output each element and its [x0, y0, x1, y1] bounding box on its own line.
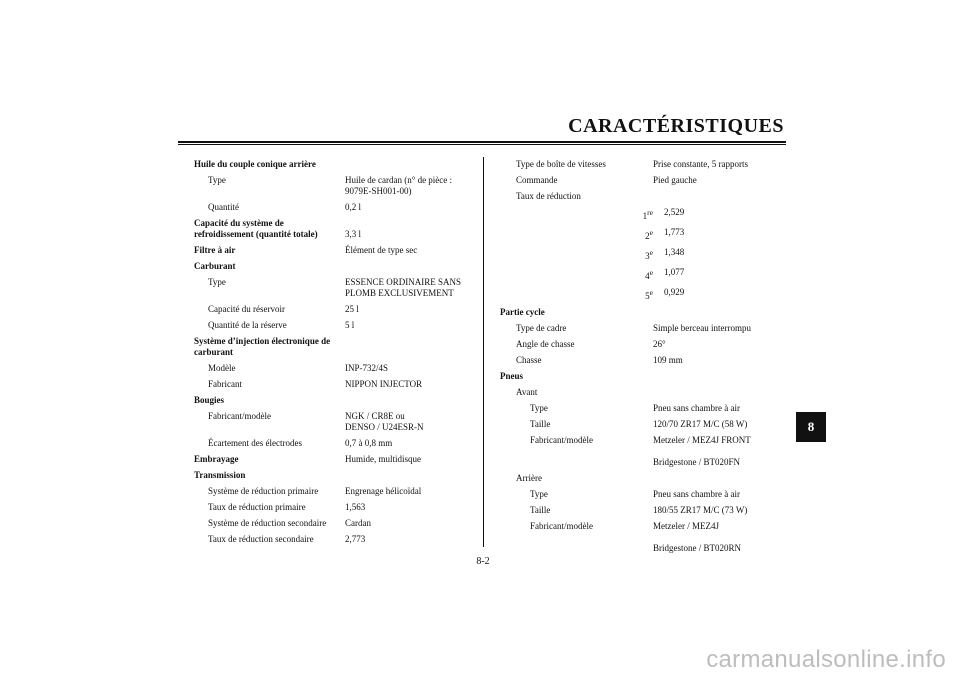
- spec-value: [345, 175, 479, 197]
- spec-value-line: 1,563: [345, 502, 366, 512]
- spec-value: [345, 379, 479, 390]
- spec-value-line: [653, 446, 780, 457]
- spec-label: Fabricant/modèle: [208, 411, 271, 421]
- spec-value-line: 26°: [653, 339, 666, 349]
- gear-ordinal-suffix: re: [647, 208, 653, 217]
- spec-value-line: NGK / CR8E ou: [345, 411, 405, 421]
- spec-row: [500, 505, 780, 516]
- spec-value-line: Metzeler / MEZ4J: [653, 521, 719, 531]
- spec-value-line: Cardan: [345, 518, 371, 528]
- spec-row: [194, 175, 479, 197]
- spec-value-line: Engrenage hélicoïdal: [345, 486, 422, 496]
- spec-row: [500, 489, 780, 500]
- spec-value: [653, 387, 780, 398]
- page-number: 8-2: [476, 556, 490, 567]
- spec-row: [194, 438, 479, 449]
- spec-label: Fabricant: [208, 379, 242, 389]
- spec-row: [500, 227, 780, 242]
- spec-label: Fabricant/modèle: [530, 521, 593, 531]
- spec-value: [345, 518, 479, 529]
- spec-value-line: Bridgestone / BT020FN: [653, 457, 740, 467]
- spec-value: [653, 191, 780, 202]
- spec-label: Taille: [530, 505, 551, 515]
- spec-value: [345, 486, 479, 497]
- spec-value-line: 1,773: [664, 227, 685, 237]
- spec-value: [653, 473, 780, 484]
- spec-label: Quantité de la réserve: [208, 320, 287, 330]
- spec-label: Modèle: [208, 363, 236, 373]
- spec-value-line: 180/55 ZR17 M/C (73 W): [653, 505, 748, 515]
- spec-row: [194, 502, 479, 513]
- header-rule-thin: [178, 144, 786, 145]
- spec-label: Taux de réduction primaire: [208, 502, 306, 512]
- header-rule: [178, 141, 786, 143]
- spec-value: [345, 159, 479, 170]
- spec-value-line: 0,7 à 0,8 mm: [345, 438, 393, 448]
- spec-value-line: 109 mm: [653, 355, 683, 365]
- gear-number: 4: [645, 271, 650, 281]
- spec-value: [345, 411, 479, 433]
- spec-heading: Capacité du système de refroidissement (quantité totale): [194, 218, 318, 239]
- spec-column-right: [500, 159, 780, 559]
- spec-row: [194, 202, 479, 213]
- spec-value-line: Bridgestone / BT020RN: [653, 543, 741, 553]
- spec-value: [664, 287, 780, 302]
- spec-row: [194, 159, 479, 170]
- spec-row: [194, 277, 479, 299]
- spec-value: [345, 438, 479, 449]
- spec-value-line: NIPPON INJECTOR: [345, 379, 423, 389]
- spec-value: [653, 435, 780, 468]
- spec-row: [500, 323, 780, 334]
- spec-value: [653, 323, 780, 334]
- gear-number: 1: [642, 211, 648, 221]
- spec-row: [194, 379, 479, 390]
- spec-value-line: ESSENCE ORDINAIRE SANS: [345, 277, 462, 287]
- spec-row: [194, 245, 479, 256]
- spec-heading: Bougies: [194, 395, 225, 405]
- spec-label: Commande: [516, 175, 558, 185]
- column-divider: [483, 157, 484, 547]
- spec-value-line: PLOMB EXCLUSIVEMENT: [345, 288, 454, 298]
- spec-row: [194, 218, 479, 240]
- spec-label: Type de boîte de vitesses: [516, 159, 606, 169]
- spec-heading: Embrayage: [194, 454, 239, 464]
- spec-value-line: Simple berceau interrompu: [653, 323, 751, 333]
- gear-number: 2: [645, 231, 650, 241]
- spec-value: [664, 227, 780, 242]
- spec-row: [500, 355, 780, 366]
- spec-value-line: 1,348: [664, 247, 685, 257]
- spec-row: [500, 371, 780, 382]
- spec-value-line: INP-732/4S: [345, 363, 389, 373]
- spec-value: [345, 502, 479, 513]
- spec-value: [653, 521, 780, 554]
- spec-label: Fabricant/modèle: [530, 435, 593, 445]
- spec-value-line: 1,077: [664, 267, 685, 277]
- spec-label: Taille: [530, 419, 551, 429]
- spec-row: [194, 395, 479, 406]
- spec-value: [653, 355, 780, 366]
- gear-ordinal-suffix: e: [649, 288, 653, 297]
- gear-label: [500, 227, 664, 242]
- spec-label: Écartement des électrodes: [208, 438, 302, 448]
- spec-value: [345, 304, 479, 315]
- spec-value: [653, 403, 780, 414]
- spec-row: [194, 304, 479, 315]
- spec-label: Capacité du réservoir: [208, 304, 285, 314]
- spec-label: Type: [530, 489, 548, 499]
- spec-label: Avant: [516, 387, 538, 397]
- gear-ordinal-suffix: e: [649, 268, 653, 277]
- spec-value-line: DENSO / U24ESR-N: [345, 422, 424, 432]
- spec-row: [500, 473, 780, 484]
- spec-value: [653, 505, 780, 516]
- spec-row: [500, 339, 780, 350]
- spec-row: [500, 387, 780, 398]
- spec-row: [500, 403, 780, 414]
- spec-row: [500, 247, 780, 262]
- spec-row: [194, 261, 479, 272]
- spec-value: [345, 245, 479, 256]
- spec-value-line: Pneu sans chambre à air: [653, 489, 740, 499]
- spec-value: [653, 307, 780, 318]
- spec-value: [653, 419, 780, 430]
- spec-value: [345, 261, 479, 272]
- spec-heading: Partie cycle: [500, 307, 545, 317]
- spec-label: Chasse: [516, 355, 542, 365]
- gear-number: 3: [645, 251, 650, 261]
- spec-label: Type de cadre: [516, 323, 567, 333]
- spec-row: [194, 454, 479, 465]
- spec-value: [345, 320, 479, 331]
- spec-value-line: 9079E-SH001-00): [345, 186, 412, 196]
- spec-value-line: Élément de type sec: [345, 245, 418, 255]
- spec-value-line: 0,929: [664, 287, 685, 297]
- spec-value-line: Pneu sans chambre à air: [653, 403, 740, 413]
- gear-label: [500, 287, 664, 302]
- spec-label: Arrière: [516, 473, 542, 483]
- spec-value: [345, 395, 479, 406]
- spec-heading: Carburant: [194, 261, 236, 271]
- spec-label: Type: [208, 277, 226, 287]
- gear-label: [500, 247, 664, 262]
- page-title: CARACTÉRISTIQUES: [568, 115, 784, 137]
- spec-value: [345, 202, 479, 213]
- spec-row: [500, 267, 780, 282]
- spec-value-line: 0,2 l: [345, 202, 362, 212]
- gear-label: [500, 267, 664, 282]
- spec-value-line: 5 l: [345, 320, 355, 330]
- spec-label: Quantité: [208, 202, 239, 212]
- spec-label: Type: [208, 175, 226, 185]
- spec-heading: Transmission: [194, 470, 246, 480]
- spec-label: Système de réduction secondaire: [208, 518, 327, 528]
- spec-value: [653, 371, 780, 382]
- spec-value-line: Metzeler / MEZ4J FRONT: [653, 435, 751, 445]
- spec-value-line: Prise constante, 5 rapports: [653, 159, 748, 169]
- gear-label: [500, 207, 664, 222]
- spec-label: Type: [530, 403, 548, 413]
- spec-value-line: 120/70 ZR17 M/C (58 W): [653, 419, 748, 429]
- gear-ordinal-suffix: e: [649, 228, 653, 237]
- spec-value: [345, 470, 479, 481]
- spec-row: [194, 470, 479, 481]
- spec-value: [653, 175, 780, 186]
- spec-row: [194, 363, 479, 374]
- gear-number: 5: [645, 291, 650, 301]
- spec-value-line: Pied gauche: [653, 175, 697, 185]
- spec-heading: Filtre à air: [194, 245, 236, 255]
- chapter-tab: [796, 412, 826, 442]
- spec-value: [345, 534, 479, 545]
- spec-value: [345, 277, 479, 299]
- spec-row: [500, 307, 780, 318]
- spec-row: [500, 287, 780, 302]
- spec-heading: Huile du couple conique arrière: [194, 159, 316, 169]
- spec-row: [500, 175, 780, 186]
- gear-ordinal-suffix: e: [649, 248, 653, 257]
- spec-row: [194, 534, 479, 545]
- spec-value-line: Humide, multidisque: [345, 454, 421, 464]
- spec-value-line: 2,773: [345, 534, 366, 544]
- spec-row: [500, 419, 780, 430]
- spec-value-line: 2,529: [664, 207, 685, 217]
- chapter-tab-label: 8: [807, 419, 815, 434]
- spec-row: [194, 518, 479, 529]
- spec-value: [653, 489, 780, 500]
- spec-row: [194, 336, 479, 358]
- spec-row: [500, 521, 780, 554]
- spec-value: [345, 336, 479, 358]
- spec-heading: Système d’injection électronique de carburant: [194, 336, 331, 357]
- spec-value-line: Huile de cardan (n° de pièce :: [345, 175, 453, 185]
- spec-label: Angle de chasse: [516, 339, 575, 349]
- spec-row: [194, 320, 479, 331]
- spec-value: [345, 363, 479, 374]
- spec-value-line: [653, 532, 780, 543]
- spec-label: Taux de réduction secondaire: [208, 534, 314, 544]
- spec-value-line: 3,3 l: [345, 229, 362, 239]
- spec-label: Système de réduction primaire: [208, 486, 319, 496]
- spec-row: [500, 159, 780, 170]
- spec-value: [653, 159, 780, 170]
- spec-value: [664, 247, 780, 262]
- spec-row: [500, 191, 780, 202]
- spec-label: Taux de réduction: [516, 191, 581, 201]
- spec-column-left: [194, 159, 479, 550]
- spec-heading: Pneus: [500, 371, 524, 381]
- spec-value: [664, 267, 780, 282]
- spec-row: [194, 486, 479, 497]
- spec-row: [500, 207, 780, 222]
- spec-row: [194, 411, 479, 433]
- watermark: carmanualsonline.info: [706, 646, 946, 673]
- spec-value-line: 25 l: [345, 304, 359, 314]
- spec-value: [664, 207, 780, 222]
- spec-value: [653, 339, 780, 350]
- spec-value: [345, 454, 479, 465]
- spec-row: [500, 435, 780, 468]
- spec-value: [345, 229, 479, 240]
